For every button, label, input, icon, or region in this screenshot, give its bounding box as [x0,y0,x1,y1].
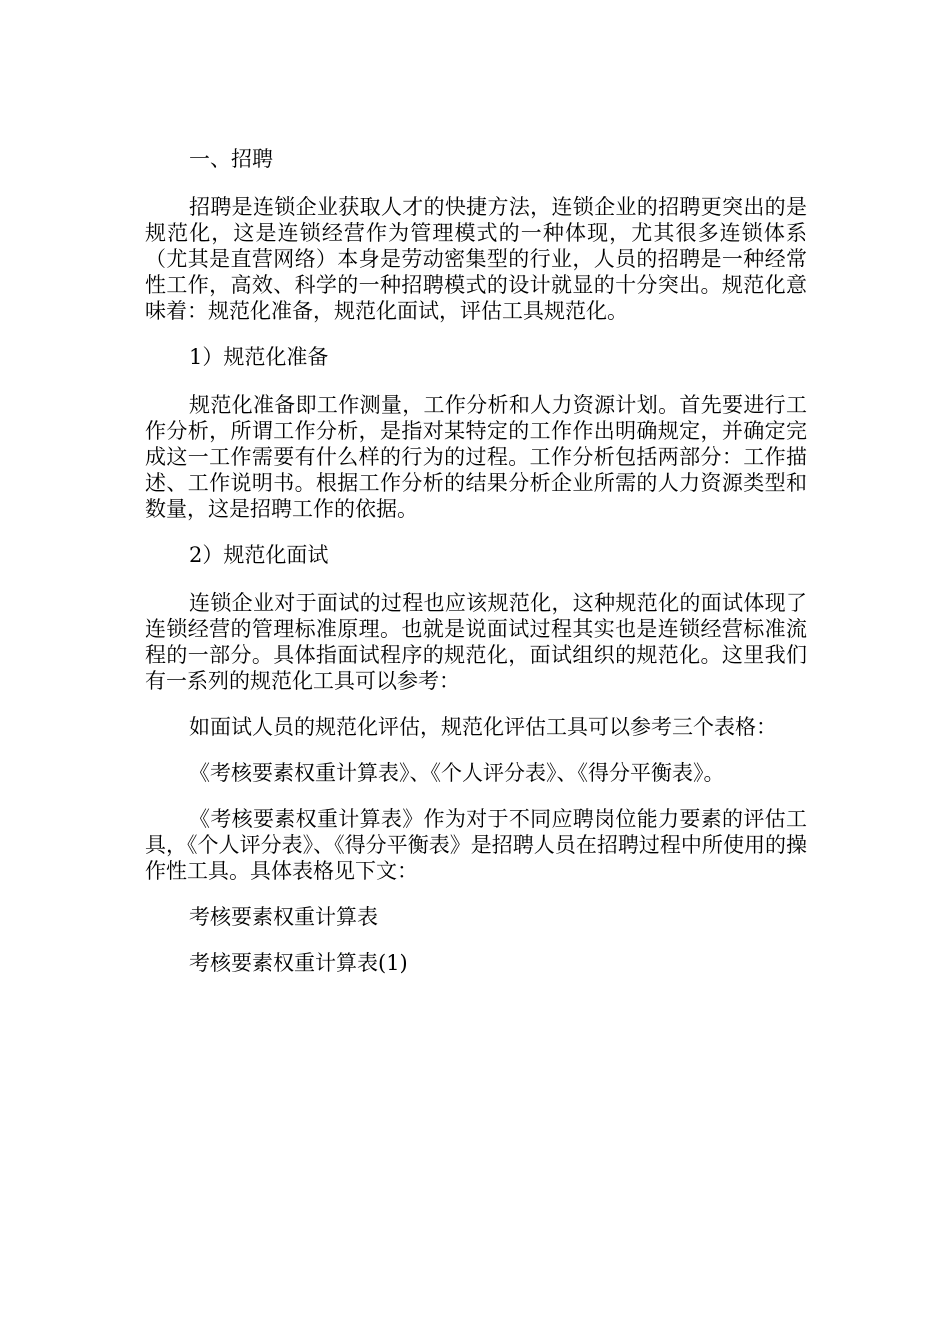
table-title: 考核要素权重计算表 [189,905,378,929]
table-title-1: 考核要素权重计算表(1) [189,951,408,975]
intro-paragraph: 招聘是连锁企业获取人才的快捷方法，连锁企业的招聘更突出的是规范化，这是连锁经营作为管理模式的一种体现，尤其很多连锁体系（尤其是直营网络）本身是劳动密集型的行业，人员的招聘是一种经常性工作，高效、科学的一种招聘模式的设计就显的十分突出。规范化意味着：规范化准备，规范化面试，评估工具规范化。 [145,195,807,323]
subsection-title-interview: 2）规范化面试 [189,543,329,567]
interview-paragraph: 连锁企业对于面试的过程也应该规范化，这种规范化的面试体现了连锁经营的管理标准原理。也就是说面试过程其实也是连锁经营标准流程的一部分。具体指面试程序的规范化，面试组织的规范化。这里我们有一系列的规范化工具可以参考： [145,591,807,693]
evaluation-line: 如面试人员的规范化评估，规范化评估工具可以参考三个表格： [189,715,777,739]
document-body [145,146,807,976]
subsection-title-preparation: 1）规范化准备 [189,345,329,369]
section-title: 一、招聘 [189,147,273,171]
preparation-paragraph: 规范化准备即工作测量，工作分析和人力资源计划。首先要进行工作分析，所谓工作分析，是指对某特定的工作作出明确规定，并确定完成这一工作需要有什么样的行为的过程。工作分析包括两部分：工作描述、工作说明书。根据工作分析的结果分析企业所需的人力资源类型和数量，这是招聘工作的依据。 [145,393,807,521]
tables-list-line: 《考核要素权重计算表》、《个人评分表》、《得分平衡表》。 [189,761,725,785]
tables-description-paragraph: 《考核要素权重计算表》作为对于不同应聘岗位能力要素的评估工具，《个人评分表》、《得分平衡表》是招聘人员在招聘过程中所使用的操作性工具。具体表格见下文： [145,807,807,883]
